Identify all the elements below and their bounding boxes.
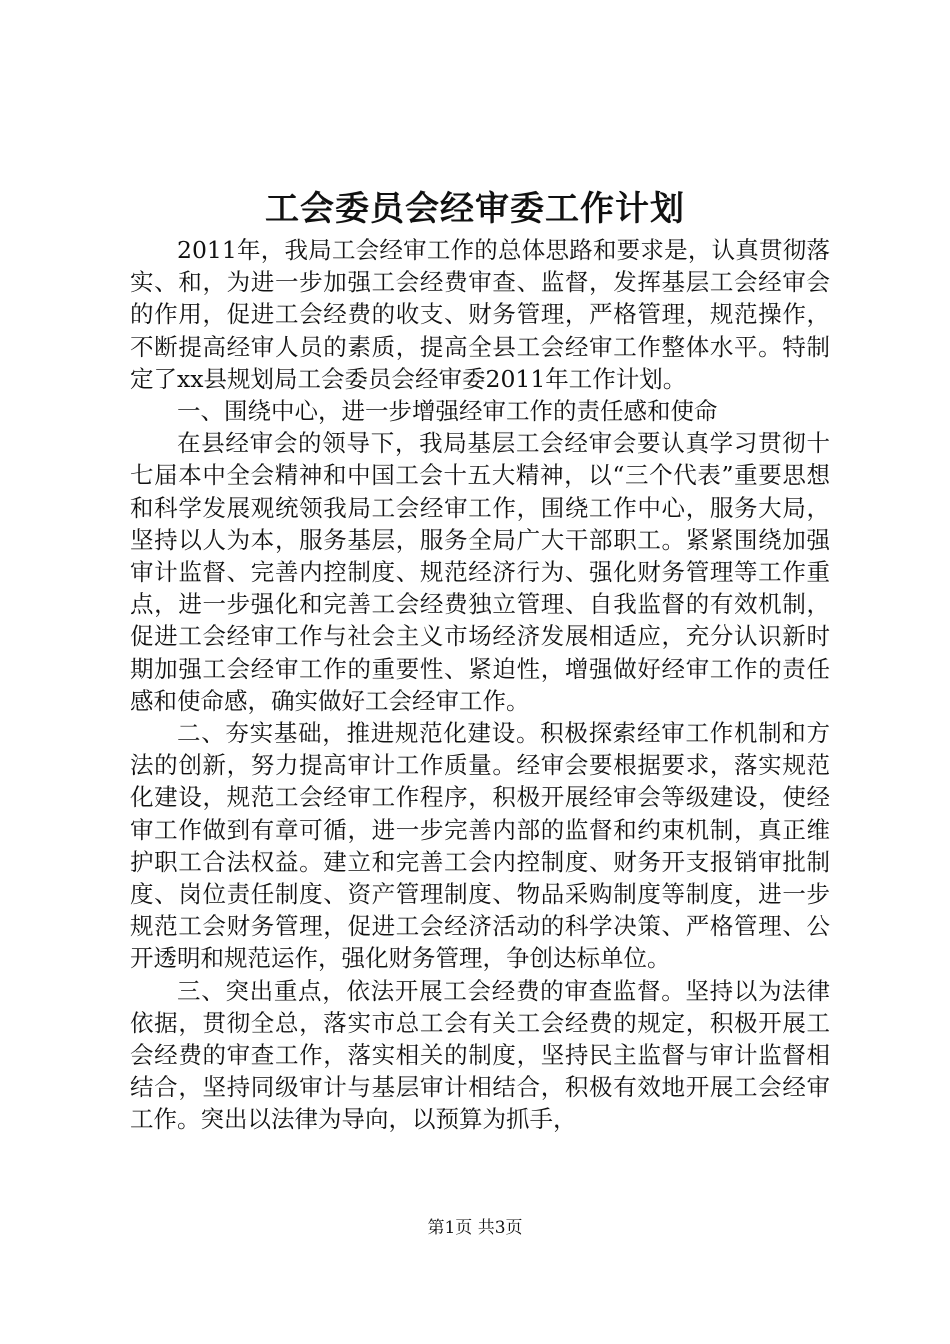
section-2-paragraph: 二、夯实基础，推进规范化建设。积极探索经审工作机制和方法的创新，努力提高审计工作质量。经审会要根据要求，落实规范化建设，规范工会经审工作程序，积极开展经审会等级建设，使经审工作做到有章可循，进一步完善内部的监督和约束机制，真正维护职工合法权益。建立和完善工会内控制度、财务开支报销审批制度、岗位责任制度、资产管理制度、物品采购制度等制度，进一步规范工会财务管理，促进工会经济活动的科学决策、严格管理、公开透明和规范运作，强化财务管理，争创达标单位。 xyxy=(130,719,830,973)
section-1-heading: 一、围绕中心，进一步增强经审工作的责任感和使命 xyxy=(177,397,718,426)
section-3-paragraph: 三、突出重点，依法开展工会经费的审查监督。坚持以为法律依据，贯彻全总，落实市总工会有关工会经费的规定，积极开展工会经费的审查工作，落实相关的制度，坚持民主监督与审计监督相结合，坚持同级审计与基层审计相结合，积极有效地开展工会经审工作。突出以法律为导向，以预算为抓手， xyxy=(130,976,830,1134)
page-footer: 第1页 共3页 xyxy=(427,1218,523,1238)
intro-paragraph: 2011年，我局工会经审工作的总体思路和要求是，认真贯彻落实、和，为进一步加强工会经费审查、监督，发挥基层工会经审会的作用，促进工会经费的收支、财务管理，严格管理，规范操作，不断提高经审人员的素质，提高全县工会经审工作整体水平。特制定了xx县规划局工会委员会经审委2011年工作计划。 xyxy=(130,236,830,393)
document-title: 工会委员会经审委工作计划 xyxy=(265,189,685,229)
document-body xyxy=(130,234,830,1136)
section-1-paragraph: 在县经审会的领导下，我局基层工会经审会要认真学习贯彻十七届本中全会精神和中国工会十五大精神，以“三个代表”重要思想和科学发展观统领我局工会经审工作，围绕工作中心，服务大局，坚持以人为本，服务基层，服务全局广大干部职工。紧紧围绕加强审计监督、完善内控制度、规范经济行为、强化财务管理等工作重点，进一步强化和完善工会经费独立管理、自我监督的有效机制，促进工会经审工作与社会主义市场经济发展相适应，充分认识新时期加强工会经审工作的重要性、紧迫性，增强做好经审工作的责任感和使命感，确实做好工会经审工作。 xyxy=(130,429,830,715)
